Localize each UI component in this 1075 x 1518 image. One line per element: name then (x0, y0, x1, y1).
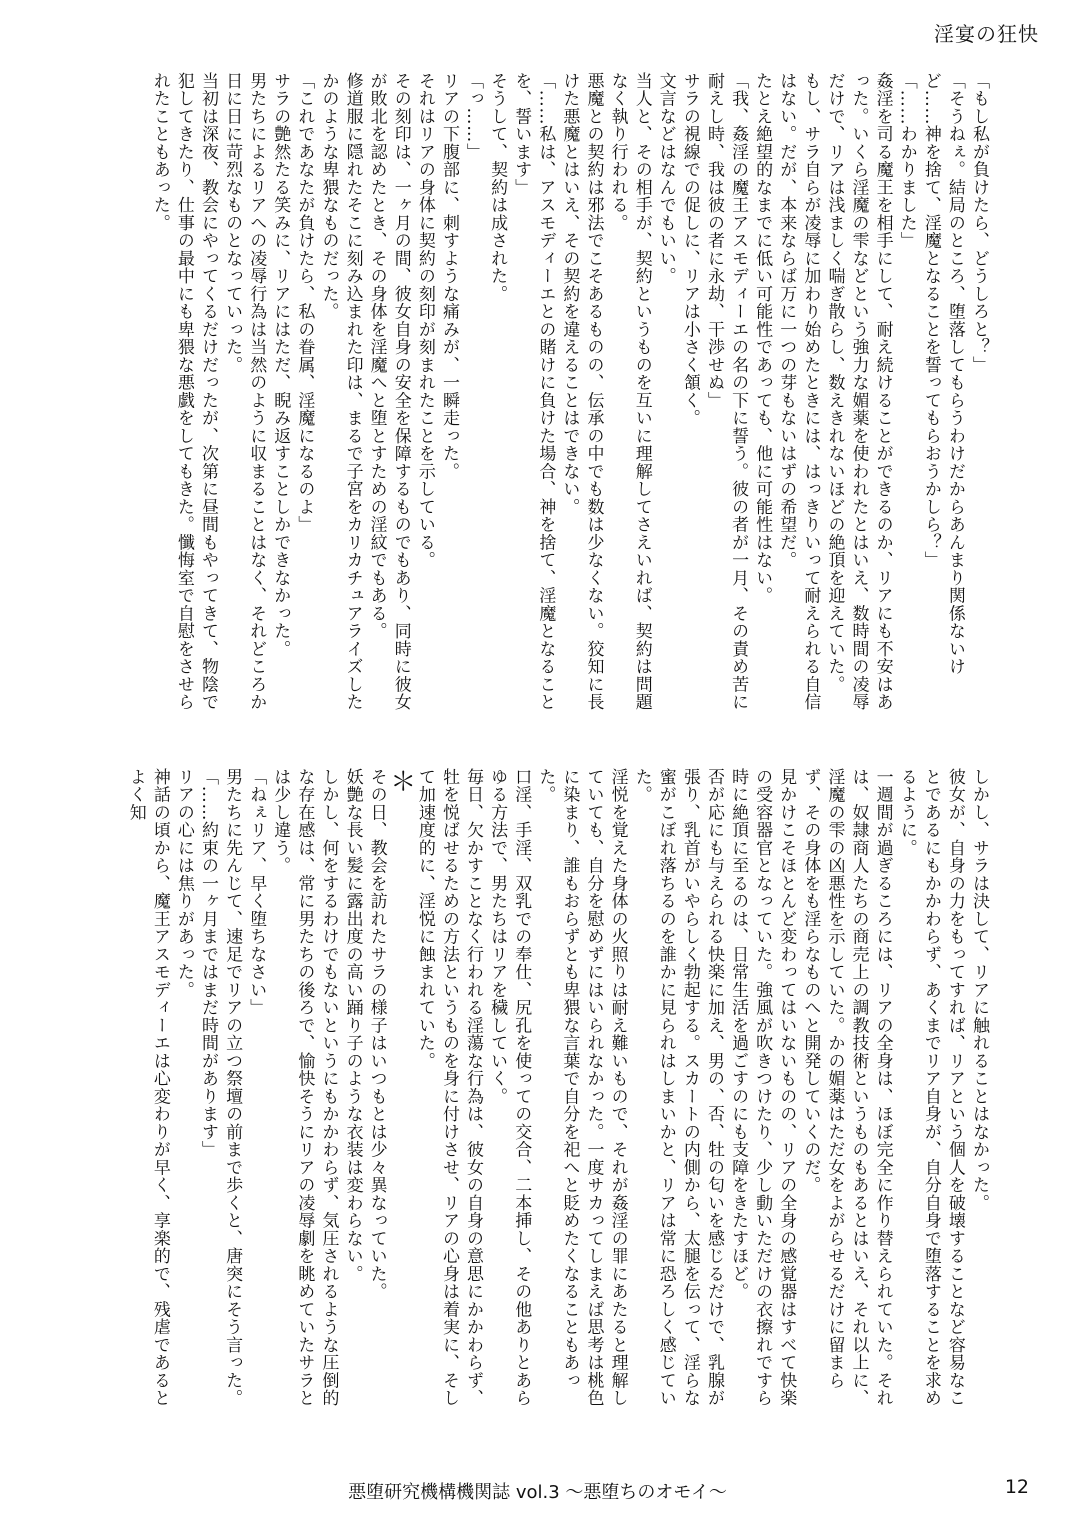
paragraph: 「もし私が負けたら、どうしろと？」 (969, 72, 989, 374)
running-header-title: 淫宴の狂快 (934, 22, 1039, 46)
paragraph: 口淫、手淫、双乳での奉仕、尻孔を使っての交合、二本挿し、その他ありとあらゆる方法で、男たちはリアを穢していく。 (487, 768, 532, 1407)
paragraph: 姦淫を司る魔王を相手にして、耐え続けることができるのか、リアにも不安はあった。いくら淫魔の雫などという強力な媚薬を使われたとはいえ、数時間の凌辱だけで、リアは浅ましく喘ぎ散らし、数えきれないほどの絶頂を迎えていた。 (824, 72, 893, 711)
paragraph: その刻印は、一ヶ月の間、彼女自身の安全を保障するものでもあり、同時に彼女が敗北を認めたとき、その身体を淫魔へと堕とすための淫紋でもある。 (366, 72, 411, 711)
paragraph: 当初は深夜、教会にやってくるだけだったが、次第に昼間もやってきて、物陰で犯してきたり、仕事の最中にも卑猥な悪戯をしてもきた。懺悔室で自慰をさせられたこともあった。 (149, 72, 218, 711)
paragraph: 「っ……」 (463, 72, 484, 161)
paragraph: 否が応にも与えられる快楽に加え、男の、否、牡の匂いを感じるだけで、乳腺が張り、乳首がいやらしく勃起する。スカートの内側から、太腿を伝って、淫らな蜜がこぼれ落ちるのを誰かに見られはしまいかと、リアは常に恐ろしく感じていた。 (631, 768, 724, 1407)
paragraph: 神話の頃から、魔王アスモディーエは心変わりが早く、享楽的で、残虐であるとよく知 (125, 768, 170, 1407)
paragraph: 「我、姦淫の魔王アスモディーエの名の下に誓う。彼の者が一月、その責め苦に耐えし時、我は彼の者に永劫、干渉せぬ」 (703, 72, 749, 711)
paragraph: 「……約束の一ヶ月まではまだ時間があります」 (198, 768, 218, 1159)
paragraph: 「ねぇリア、早く堕ちなさい」 (246, 768, 267, 1017)
paragraph: 当人と、その相手が、契約というものを互いに理解してさえいれば、契約は問題なく執り行われる。 (607, 72, 652, 711)
paragraph: しかし、サラは決して、リアに触れることはなかった。 (969, 768, 989, 1212)
section-break-asterisk: ＊ (385, 768, 416, 795)
paragraph: 悪魔との契約は邪法でこそあるものの、伝承の中でも数は少なくない。狡知に長けた悪魔とはいえ、その契約を違えることはできない。 (559, 72, 604, 711)
paragraph: たとえ絶望的なまでに低い可能性であっても、他に可能性はない。 (752, 72, 773, 605)
paragraph: 文言などはなんでもいい。 (655, 72, 676, 285)
bottom-text-column (103, 768, 991, 1408)
paragraph: しかし、何をするわけでもないというにもかかわらず、気圧されるような圧倒的な存在感は、常に男たちの後ろで、愉快そうにリアの凌辱劇を眺めていたサラとは少し違う。 (270, 768, 339, 1407)
paragraph: サラの艶然たる笑みに、リアにはただ、睨み返すことしかできなかった。 (270, 72, 291, 658)
paragraph: 「……わかりました」 (896, 72, 917, 250)
paragraph: 淫悦を覚えた身体の火照りは耐え難いもので、それが姦淫の罪にあたると理解していても、自分を慰めずにはいられなかった。一度サカってしまえば思考は桃色に染まり、誰もおらずとも卑猥な言葉で自分を祀へと貶めたくなることもあった。 (535, 768, 628, 1407)
paragraph: 男たちによるリアへの凌辱行為は当然のように収まることはなく、それどころか日に日に苛烈なものとなっていった。 (222, 72, 267, 711)
paragraph: その日、教会を訪れたサラの様子はいつもとは少々異なっていた。 (366, 768, 387, 1301)
page-number: 12 (1004, 1476, 1029, 1498)
paragraph: リアの下腹部に、刺すような痛みが、一瞬走った。 (438, 72, 459, 481)
paragraph: 「そうねぇ。結局のところ、堕落してもらうわけだからあんまり関係ないけど……神を捨て、淫魔となることを誓ってもらおうかしら？」 (920, 72, 965, 676)
top-text-column (103, 72, 991, 714)
paragraph: リアの心には焦りがあった。 (173, 768, 194, 999)
paragraph: 「……私は、アスモディーエとの賭けに負けた場合、神を捨て、淫魔となることを、誓います」 (511, 72, 556, 711)
paragraph: 修道服に隠れたそこに刻み込まれた印は、まるで子宮をカリカチュアライズしたかのような卑猥なものだった。 (318, 72, 363, 711)
paragraph: そうして、契約は成された。 (487, 72, 508, 303)
paragraph: 妖艶な長い髪に露出度の高い踊り子のような衣装は変わらない。 (342, 768, 363, 1283)
paragraph: それはリアの身体に契約の刻印が刻まれたことを示している。 (414, 72, 435, 569)
paragraph: 毎日、欠かすことなく行われる淫蕩な行為は、彼女の自身の意思にかかわらず、牡を悦ばせるための方法というものを身に付けさせ、リアの心身は着実に、そして加速度的に、淫悦に蝕まれていた。 (414, 768, 484, 1407)
paragraph: 一週間が過ぎるころには、リアの全身は、ほぼ完全に作り替えられていた。それは、奴隷商人たちの商売上の調教技術というものもあるとはいえ、それ以上に、淫魔の雫の凶悪性を示していた。かの媚薬はただ女をよがらせるだけに留まらず、その身体をも淫らなものへと開発していくのだ。 (800, 768, 893, 1407)
paragraph: 「これであなたが負けたら、私の眷属、淫魔になるのよ」 (294, 72, 315, 534)
paragraph: もし、サラ自らが凌辱に加わり始めたときには、はっきりいって耐えられる自信はない。だが、本来ならば万に一つの芽もないはずの希望だ。 (776, 72, 821, 711)
paragraph: 男たちに先んじて、速足でリアの立つ祭壇の前まで歩くと、唐突にそう言った。 (222, 768, 243, 1407)
paragraph: 見かけこそほとんど変わってはいないものの、リアの全身の感覚器はすべて快楽の受容器官となっていた。強風が吹きつけたり、少し動いただけの衣擦れですら時に絶頂に至るのは、日常生活を過ごすのにも支障をきたすほど。 (728, 768, 797, 1407)
paragraph: 彼女が、自身の力をもってすれば、リアという個人を破壊することなど容易なことであるにもかかわらず、あくまでリア自身が、自分自身で堕落することを求めるように。 (896, 768, 965, 1407)
footer-journal-title: 悪堕研究機構機関誌 vol.3 ～悪堕ちのオモイ～ (348, 1482, 727, 1503)
paragraph: サラの視線での促しに、リアは小さく頷く。 (679, 72, 700, 427)
